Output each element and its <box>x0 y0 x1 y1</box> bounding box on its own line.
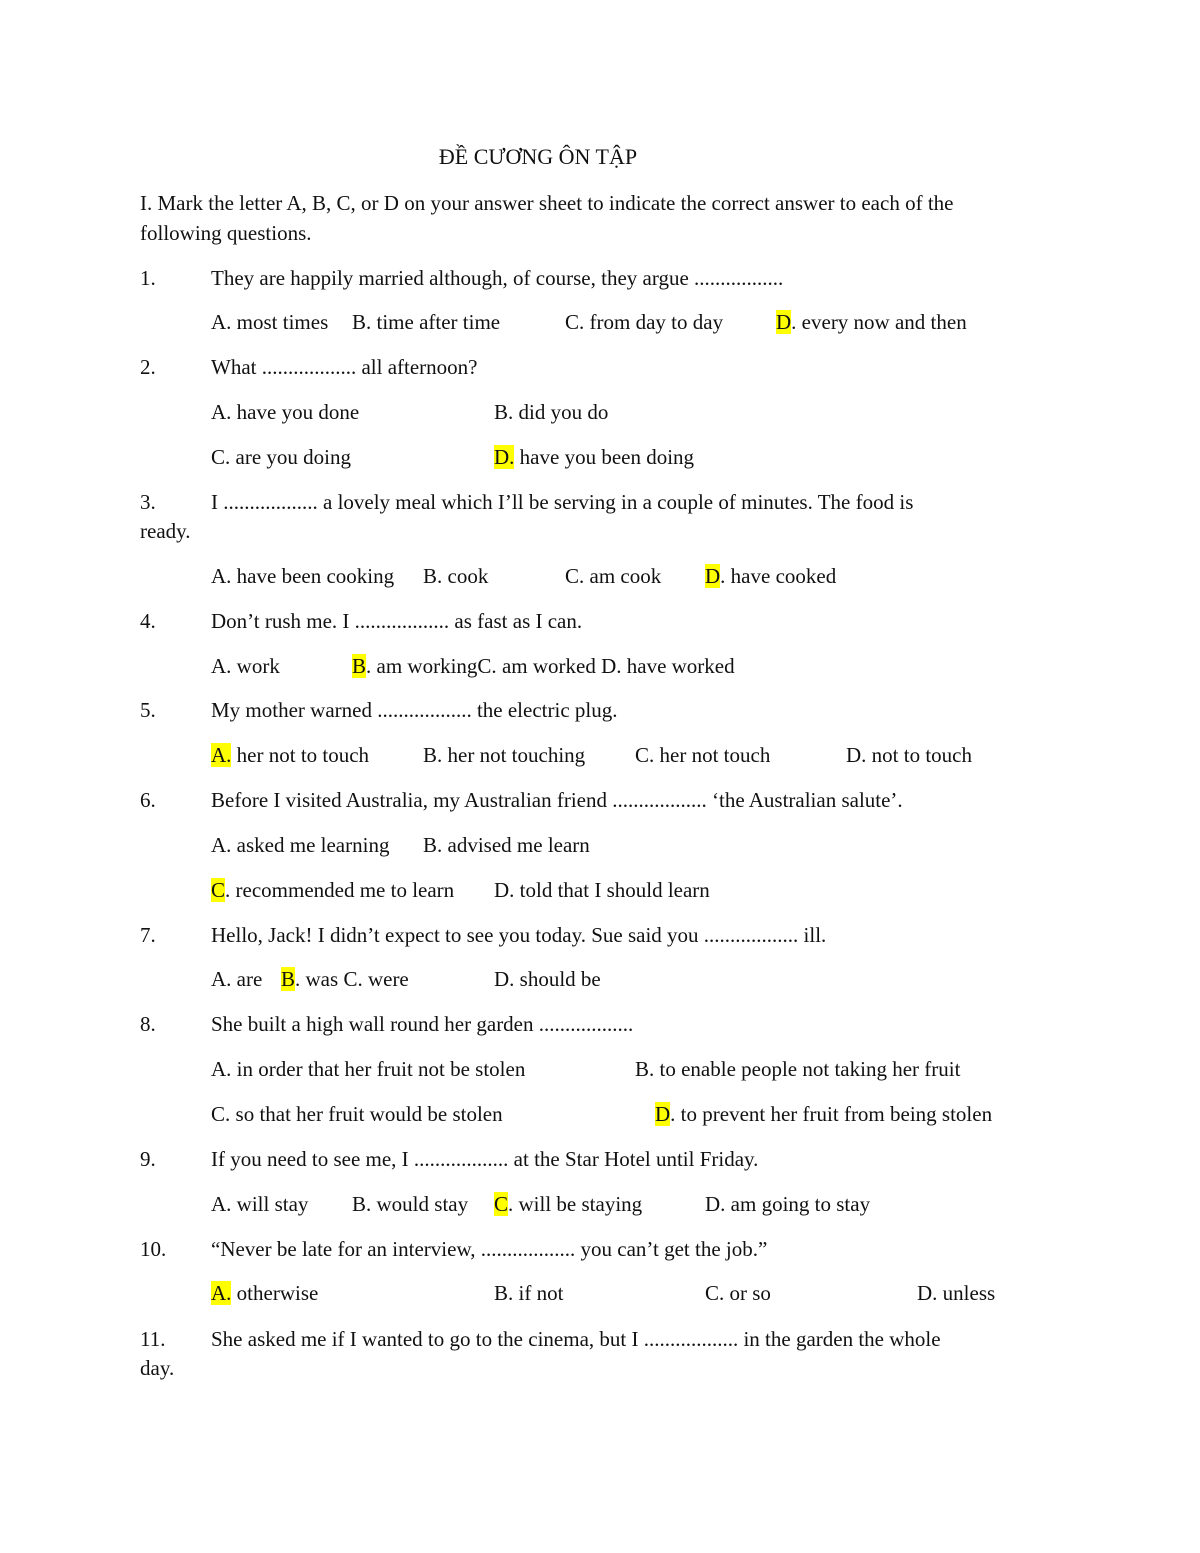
question-number: 3. <box>140 490 156 514</box>
option-letter: B. <box>423 743 443 767</box>
option-letter: B. <box>635 1057 655 1081</box>
question-stem: “Never be late for an interview, .................. you can’t get the job.” <box>211 1237 768 1261</box>
option-a-correct <box>211 743 369 768</box>
question-stem: If you need to see me, I .................. at the Star Hotel until Friday. <box>211 1147 759 1171</box>
answer-highlight: D <box>776 310 792 334</box>
option-letter: C. <box>565 310 585 334</box>
option-c <box>565 310 723 335</box>
question-number: 11. <box>140 1327 166 1351</box>
option-text: were <box>362 967 409 991</box>
option-letter: D. <box>601 654 622 678</box>
option-text: her not touch <box>654 743 771 767</box>
option-c <box>211 1102 503 1127</box>
instruction-text-continued: following questions. <box>140 221 312 245</box>
option-text: am cook <box>584 564 662 588</box>
option-text: her not touching <box>442 743 586 767</box>
option-text: am worked <box>496 654 596 678</box>
option-text: if not <box>513 1281 564 1305</box>
option-text: unless <box>937 1281 996 1305</box>
option-d-correct <box>776 310 967 335</box>
option-letter: C. <box>211 445 231 469</box>
option-letter: A. <box>211 1192 232 1216</box>
option-text: have you been doing <box>514 445 695 469</box>
option-text: not to touch <box>866 743 972 767</box>
answer-highlight: A. <box>211 743 232 767</box>
option-text: from day to day <box>584 310 724 334</box>
option-letter: A. <box>211 564 232 588</box>
option-letter: A. <box>211 400 232 424</box>
option-d <box>494 967 601 992</box>
option-d <box>705 1192 870 1217</box>
option-text: or so <box>724 1281 771 1305</box>
option-letter: D. <box>846 743 867 767</box>
option-text: have you done <box>231 400 360 424</box>
option-b <box>423 564 488 589</box>
option-c <box>635 743 770 768</box>
option-text: have worked <box>621 654 735 678</box>
option-letter: B. <box>423 833 443 857</box>
option-b <box>635 1057 960 1082</box>
question-stem: Don’t rush me. I .................. as fast as I can. <box>211 609 583 633</box>
question-number: 10. <box>140 1237 167 1261</box>
option-text: time after time <box>371 310 501 334</box>
option-b <box>352 310 500 335</box>
option-letter: A. <box>211 967 232 991</box>
option-letter: D. <box>494 878 515 902</box>
question-number: 1. <box>140 266 156 290</box>
option-d <box>494 878 710 903</box>
option-text: have been cooking <box>231 564 395 588</box>
option-a <box>211 310 328 335</box>
answer-highlight: B <box>352 654 367 678</box>
option-letter: A. <box>211 1057 232 1081</box>
option-letter: A. <box>211 833 232 857</box>
option-d-correct <box>655 1102 992 1127</box>
option-text: will stay <box>231 1192 309 1216</box>
option-a-correct <box>211 1281 318 1306</box>
option-text: asked me learning <box>231 833 390 857</box>
option-letter: C. <box>705 1281 725 1305</box>
option-letter: B. <box>423 564 443 588</box>
option-text: . will be staying <box>508 1192 643 1216</box>
option-c-correct <box>211 878 454 903</box>
option-text: to enable people not taking her fruit <box>654 1057 961 1081</box>
option-d-correct <box>705 564 836 589</box>
option-b-correct <box>352 654 735 679</box>
instruction-text: I. Mark the letter A, B, C, or D on your answer sheet to indicate the correct answer to each of the <box>140 191 954 215</box>
question-stem: She asked me if I wanted to go to the cinema, but I .................. in the garden the whole <box>211 1327 941 1351</box>
option-letter: B. <box>494 1281 514 1305</box>
answer-highlight: D. <box>494 445 515 469</box>
question-stem: Hello, Jack! I didn’t expect to see you today. Sue said you .................. ill. <box>211 923 827 947</box>
answer-highlight: C <box>211 878 226 902</box>
option-letter: C. <box>635 743 655 767</box>
option-a <box>211 1192 308 1217</box>
question-number: 5. <box>140 698 156 722</box>
option-text: otherwise <box>231 1281 319 1305</box>
option-text: . every now and then <box>791 310 967 334</box>
option-text: are <box>231 967 263 991</box>
option-d <box>846 743 972 768</box>
option-letter: C. <box>565 564 585 588</box>
option-text: told that I should learn <box>514 878 710 902</box>
option-text: so that her fruit would be stolen <box>230 1102 503 1126</box>
question-stem-continued: day. <box>140 1356 175 1380</box>
option-letter: A. <box>211 654 232 678</box>
answer-highlight: C <box>494 1192 509 1216</box>
option-text: advised me learn <box>442 833 590 857</box>
question-number: 2. <box>140 355 156 379</box>
option-b <box>352 1192 468 1217</box>
option-c-correct <box>494 1192 642 1217</box>
question-stem: Before I visited Australia, my Australian friend .................. ‘the Australian salute’. <box>211 788 903 812</box>
option-letter: A. <box>211 310 232 334</box>
option-text: am going to stay <box>725 1192 871 1216</box>
option-b-correct <box>281 967 409 992</box>
option-a <box>211 833 389 858</box>
option-letter: D. <box>705 1192 726 1216</box>
question-stem: My mother warned .................. the electric plug. <box>211 698 618 722</box>
option-text: most times <box>231 310 329 334</box>
question-number: 8. <box>140 1012 156 1036</box>
option-letter: C. <box>211 1102 231 1126</box>
option-letter: C. <box>343 967 363 991</box>
option-letter: D. <box>917 1281 938 1305</box>
option-a <box>211 967 262 992</box>
question-number: 9. <box>140 1147 156 1171</box>
answer-highlight: D <box>655 1102 671 1126</box>
option-letter: B. <box>352 310 372 334</box>
option-c <box>705 1281 771 1306</box>
option-text: . was <box>295 967 339 991</box>
option-letter: C. <box>477 654 497 678</box>
question-number: 7. <box>140 923 156 947</box>
option-letter: B. <box>352 1192 372 1216</box>
option-text: in order that her fruit not be stolen <box>231 1057 526 1081</box>
option-a <box>211 654 280 679</box>
option-letter: D. <box>494 967 515 991</box>
option-d <box>917 1281 995 1306</box>
option-c <box>211 445 351 470</box>
question-stem-continued: ready. <box>140 519 191 543</box>
option-a <box>211 400 359 425</box>
page-title: ĐỀ CƯƠNG ÔN TẬP <box>438 144 638 169</box>
option-text: cook <box>442 564 489 588</box>
option-text: work <box>231 654 280 678</box>
answer-highlight: B <box>281 967 296 991</box>
question-stem: I .................. a lovely meal which I’ll be serving in a couple of minutes. The food is <box>211 490 914 514</box>
option-letter: B. <box>494 400 514 424</box>
option-text: are you doing <box>230 445 351 469</box>
option-text: would stay <box>371 1192 469 1216</box>
answer-highlight: A. <box>211 1281 232 1305</box>
answer-highlight: D <box>705 564 721 588</box>
question-stem: What .................. all afternoon? <box>211 355 478 379</box>
question-number: 4. <box>140 609 156 633</box>
option-a <box>211 564 394 589</box>
option-text: should be <box>514 967 601 991</box>
option-d-correct <box>494 445 694 470</box>
question-stem: She built a high wall round her garden .................. <box>211 1012 634 1036</box>
option-b <box>494 1281 563 1306</box>
option-text: her not to touch <box>231 743 370 767</box>
option-text: did you do <box>513 400 609 424</box>
option-text: . am working <box>366 654 478 678</box>
option-b <box>423 743 585 768</box>
question-stem: They are happily married although, of course, they argue ................. <box>211 266 784 290</box>
option-c <box>565 564 661 589</box>
option-b <box>494 400 608 425</box>
option-text: . have cooked <box>720 564 837 588</box>
option-a <box>211 1057 525 1082</box>
option-text: . recommended me to learn <box>225 878 455 902</box>
option-b <box>423 833 590 858</box>
option-text: . to prevent her fruit from being stolen <box>670 1102 993 1126</box>
question-number: 6. <box>140 788 156 812</box>
